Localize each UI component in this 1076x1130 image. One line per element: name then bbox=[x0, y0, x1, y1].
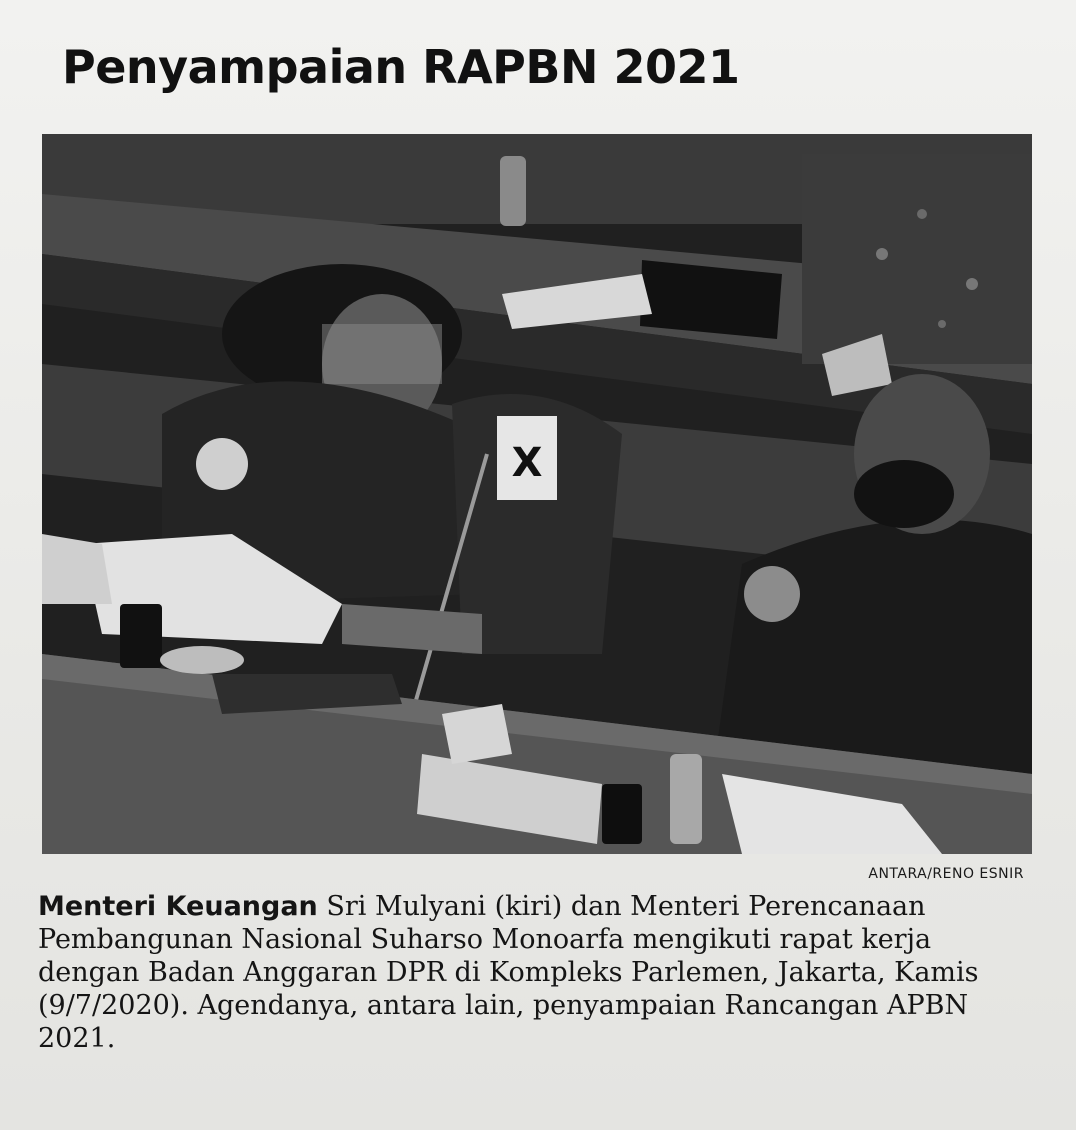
news-photo bbox=[42, 134, 1032, 854]
headline: Penyampaian RAPBN 2021 bbox=[62, 40, 740, 94]
photo-credit: ANTARA/RENO ESNIR bbox=[868, 866, 1024, 882]
photo-caption bbox=[38, 890, 1028, 1055]
caption-body: Sri Mulyani (kiri) dan Menteri Perencanaan Pembangunan Nasional Suharso Monoarfa mengikuti rapat kerja dengan Badan Anggaran DPR di Kompleks Parlemen, Jakarta, Kamis (9/7/2020). Agendanya, antara lain, penyampaian Rancangan APBN 2021. bbox=[38, 891, 979, 1054]
caption-lead: Menteri Keuangan bbox=[38, 891, 318, 922]
photo-illustration bbox=[42, 134, 1032, 854]
chair-sign-text: X bbox=[511, 440, 543, 486]
